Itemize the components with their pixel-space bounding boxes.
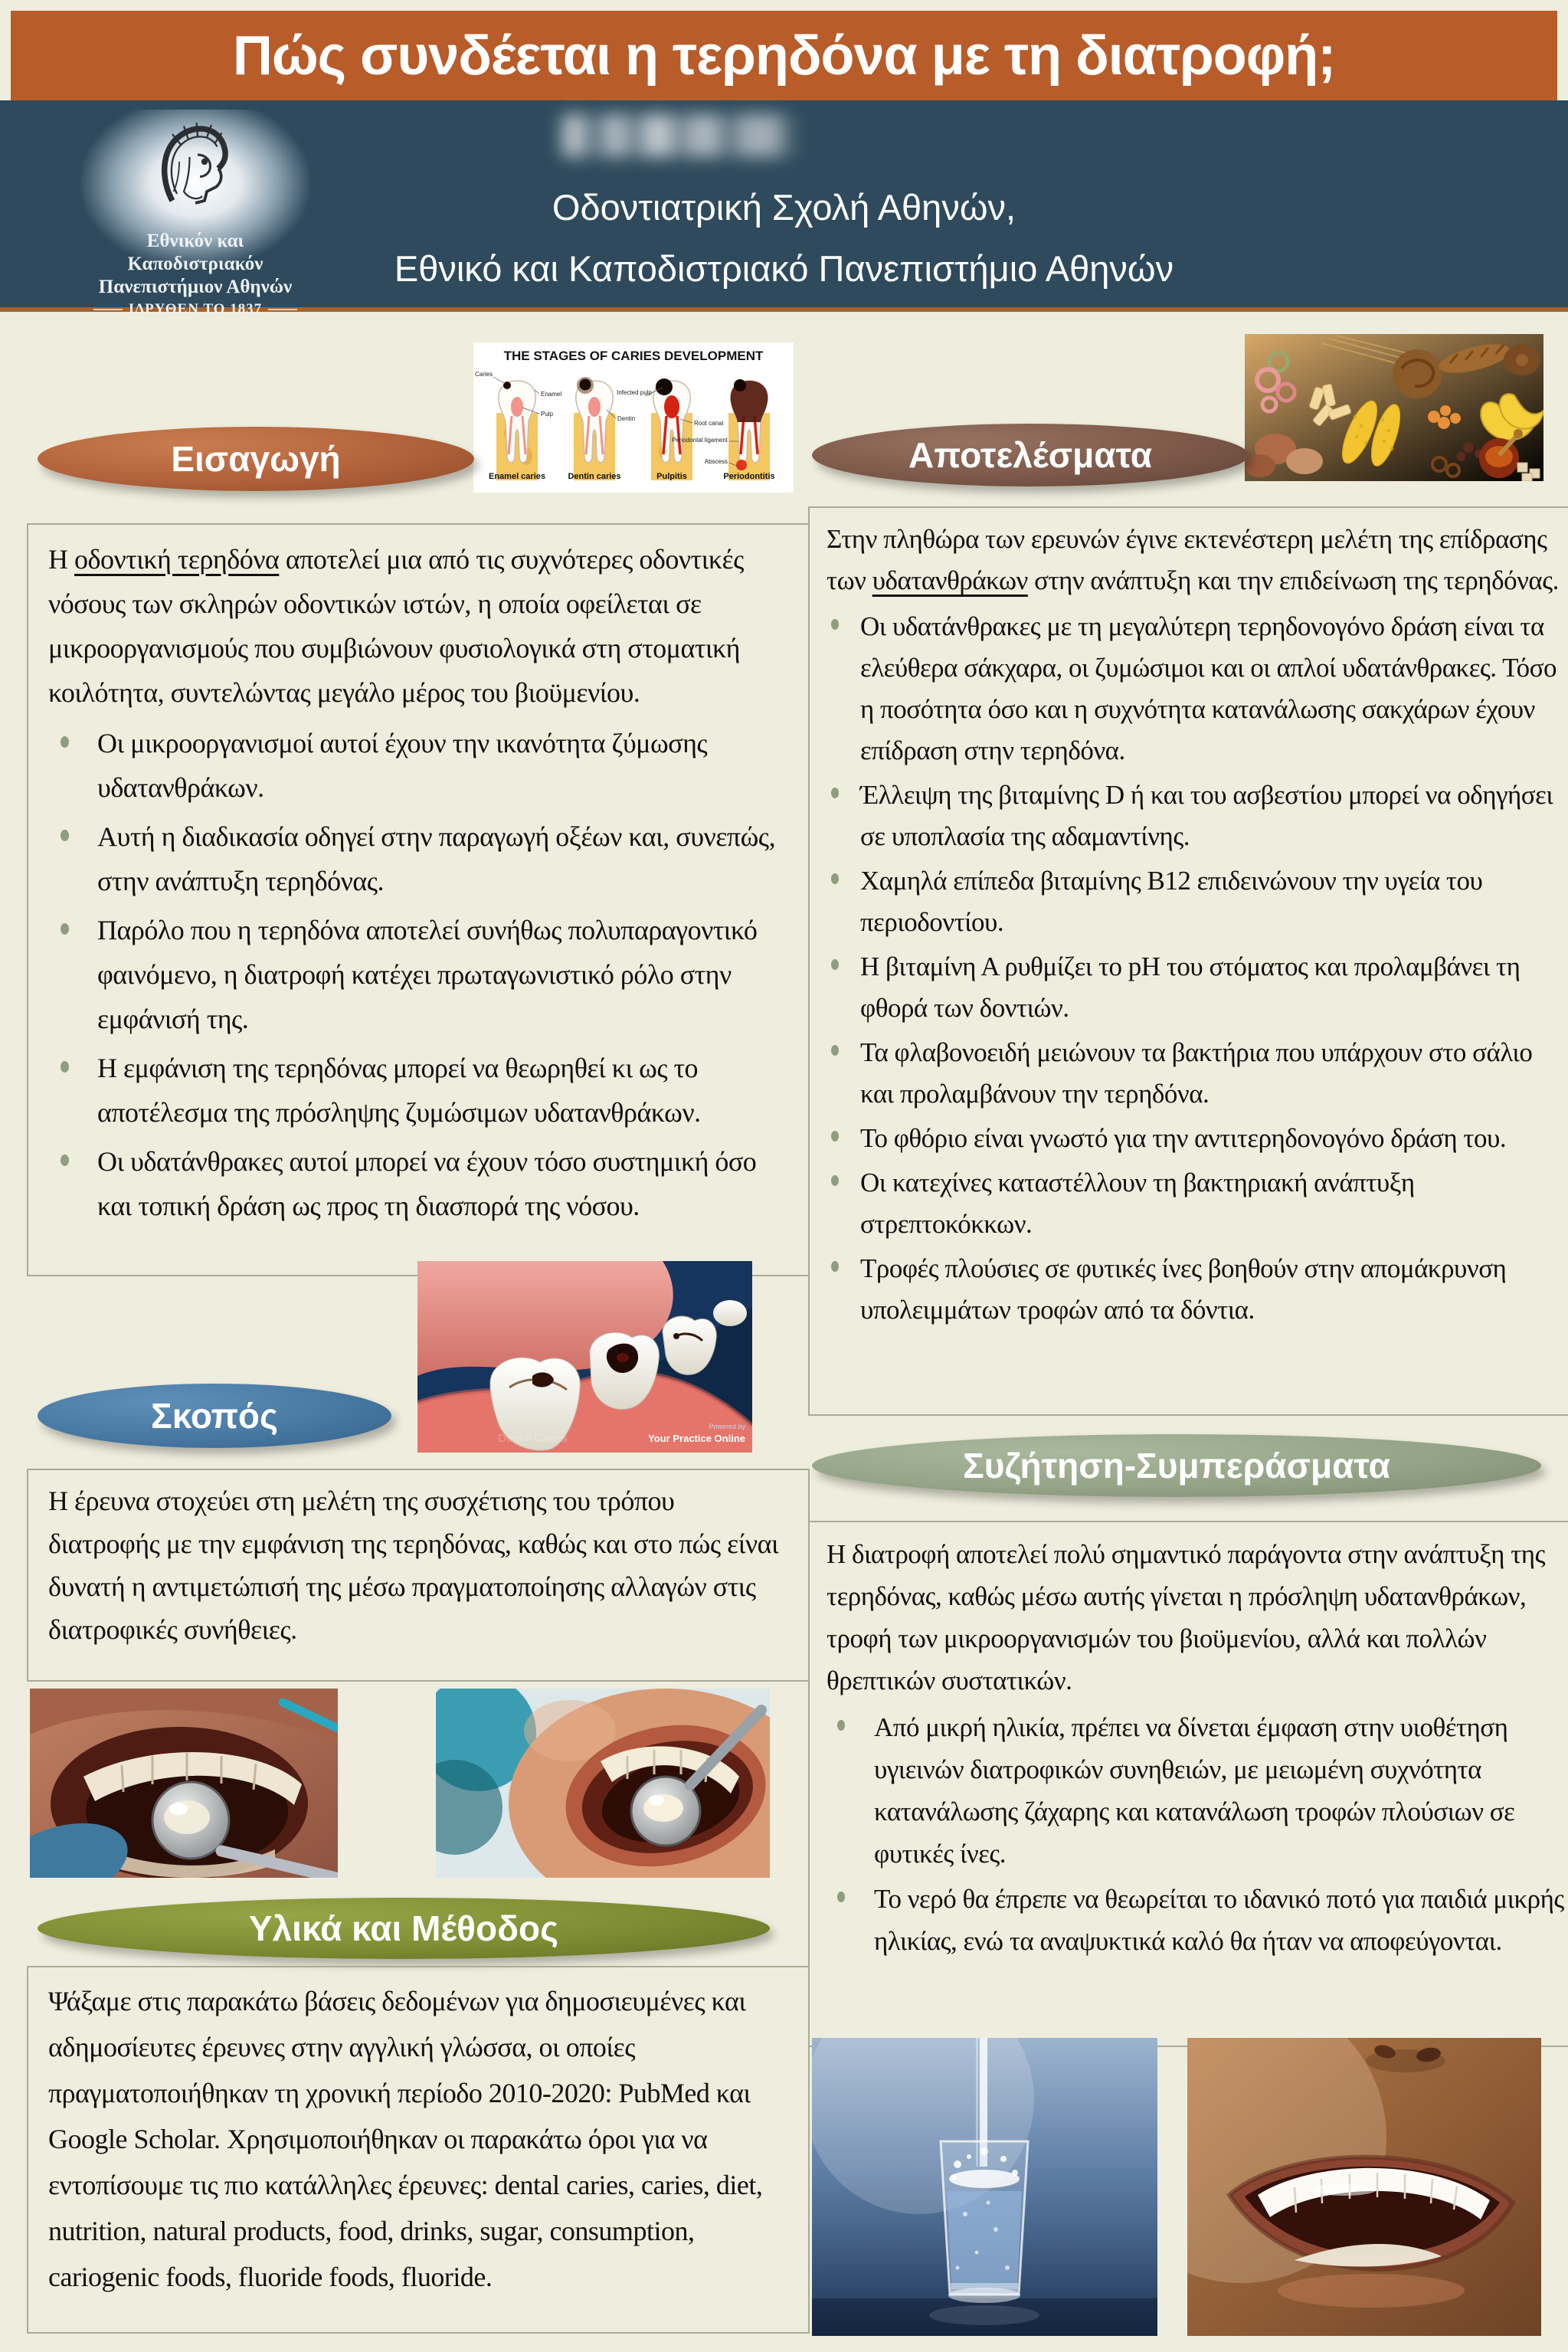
results-bullet-list	[827, 606, 1566, 1331]
caries-stages-diagram	[473, 342, 794, 493]
list-item: Η εμφάνιση της τερηδόνας μπορεί να θεωρηθεί κι ως το αποτέλεσμα της πρόσληψης ζυμώσιμων υδατανθράκων.	[48, 1046, 788, 1135]
section-header-intro	[38, 427, 474, 491]
purpose-text: Η έρευνα στοχεύει στη μελέτη της συσχέτισης του τρόπου διατροφής με την εμφάνιση της τερηδόνας, καθώς και στο πώς είναι δυνατή η αντιμετώπισή της μέσω πραγματοποίησης αλλαγών στις διατροφικές συνήθειες.	[48, 1486, 779, 1645]
intro-bullet-list	[48, 721, 788, 1228]
callout-root-canal: Root canal	[694, 420, 724, 427]
methods-text: Ψάξαμε στις παρακάτω βάσεις δεδομένων για δημοσιευμένες και αδημοσίευτες έρευνες στην αγγλική γλώσσα, οι οποίες πραγματοποιήθηκαν τη χρονική περίοδο 2010-2020: PubMed και Google Scholar. Χρησιμοποιήθηκαν οι παρακάτω όροι για να εντοπίσουμε τις πιο κατάλληλες έρευνες: dental caries, caries, diet, nutrition, natural products, food, drinks, sugar, consumption, cariogenic foods, fluoride foods, fluoride.	[48, 1986, 763, 2292]
poster-title: Πώς συνδέεται η τερηδόνα με τη διατροφή;	[232, 25, 1336, 87]
bullet-icon	[831, 1261, 839, 1272]
list-item: Αυτή η διαδικασία οδηγεί στην παραγωγή οξέων και, συνεπώς, στην ανάπτυξη τερηδόνας.	[48, 814, 788, 903]
founded-rule-right	[268, 309, 297, 310]
list-item: Έλλειψη της βιταμίνης D ή και του ασβεστίου μπορεί να οδηγήσει σε υποπλασία της αδαμαντίνης.	[827, 775, 1566, 857]
dental-exam-photo-1	[30, 1689, 338, 1878]
discussion-lead: Η διατροφή αποτελεί πολύ σημαντικό παράγοντα στην ανάπτυξη της τερηδόνας, καθώς μέσω αυτής γίνεται η πρόσληψη υδατανθράκων, τροφή των μικροοργανισμών του βιοϋμενίου, αλλά και πολλών θρεπτικών συστατικών.	[827, 1539, 1545, 1695]
results-underlined-term: υδατανθράκων	[872, 565, 1028, 595]
callout-enamel: Enamel	[541, 391, 562, 398]
dental-caries-3d-image	[417, 1261, 752, 1453]
author-name-redacted	[561, 114, 796, 157]
bullet-icon	[831, 1045, 839, 1056]
dental-exam-photo-2	[436, 1689, 770, 1878]
image-credit-line-2: Your Practice Online	[648, 1433, 745, 1444]
header-band	[0, 100, 1568, 317]
callout-infected-pulp: Infected pulp	[617, 389, 652, 396]
methods-text-box	[27, 1966, 810, 2334]
logo-founded-row	[80, 301, 310, 318]
diagram-title: THE STAGES OF CARIES DEVELOPMENT	[503, 349, 764, 363]
bullet-icon	[831, 959, 839, 970]
list-item: Τροφές πλούσιες σε φυτικές ίνες βοηθούν στην απομάκρυνση υπολειμμάτων τροφών από τα δόντια.	[827, 1248, 1566, 1331]
callout-caries: Caries	[475, 371, 493, 378]
intro-text-box	[27, 523, 810, 1276]
logo-name-line-1: Εθνικόν και Καποδιστριακόν	[127, 231, 264, 274]
logo-name-line-2: Πανεπιστήμιον Αθηνών	[98, 277, 293, 297]
section-title-methods: Υλικά και Μέθοδος	[248, 1908, 559, 1948]
image-credit-line-1: Powered by	[709, 1423, 745, 1430]
founded-rule-left	[93, 309, 123, 310]
bullet-icon	[837, 1720, 845, 1731]
section-title-results: Αποτελέσματα	[908, 435, 1153, 475]
list-item: Τα φλαβονοειδή μειώνουν τα βακτήρια που υπάρχουν στο σάλιο και προλαμβάνουν την τερηδόνα.	[827, 1032, 1566, 1115]
bullet-icon	[61, 736, 69, 748]
smile-image	[1187, 2038, 1541, 2336]
bullet-icon	[831, 1175, 839, 1186]
list-item: Το φθόριο είναι γνωστό για την αντιτερηδονογόνο δράση του.	[827, 1118, 1566, 1159]
discussion-text-box	[808, 1521, 1568, 2047]
list-item: Χαμηλά επίπεδα βιταμίνης Β12 επιδεινώνουν την υγεία του περιοδοντίου.	[827, 860, 1566, 943]
results-lead: Στην πληθώρα των ερευνών έγινε εκτενέστερη μελέτη της επίδρασης των υδατανθράκων στην ανάπτυξη και την επιδείνωση της τερηδόνας.	[827, 524, 1559, 595]
results-text-box	[808, 506, 1568, 1416]
list-item: Το νερό θα έπρεπε να θεωρείται το ιδανικό ποτό για παιδιά μικρής ηλικίας, ενώ τα αναψυκτικά καλό θα ήταν να αποφεύγονται.	[827, 1878, 1566, 1962]
bullet-icon	[61, 923, 69, 935]
list-item: Οι υδατάνθρακες με τη μεγαλύτερη τερηδονογόνο δράση είναι τα ελεύθερα σάκχαρα, οι ζυμώσιμοι και οι απλοί υδατάνθρακες. Τόσο η ποσότητα όσο και η συχνότητα κατανάλωσης σακχάρων έχουν επίδραση στην τερηδόνα.	[827, 606, 1566, 771]
bullet-icon	[831, 873, 839, 884]
logo-founded-year: ΙΔΡΥΘΕΝ ΤΟ 1837	[128, 301, 263, 317]
list-item: Οι μικροοργανισμοί αυτοί έχουν την ικανότητα ζύμωσης υδατανθράκων.	[48, 721, 788, 810]
section-title-intro: Εισαγωγή	[171, 439, 341, 479]
section-header-purpose	[38, 1384, 391, 1448]
intro-underlined-term: οδοντική τερηδόνα	[74, 544, 280, 575]
discussion-bullet-list	[827, 1706, 1566, 1962]
stage-label-3: Pulpitis	[656, 472, 687, 480]
title-bar	[11, 11, 1557, 100]
school-line-2: Εθνικό και Καποδιστριακό Πανεπιστήμιο Αθηνών	[394, 248, 1174, 289]
bullet-icon	[831, 1131, 839, 1142]
stage-label-4: Periodontitis	[723, 472, 775, 480]
list-item: Παρόλο που η τερηδόνα αποτελεί συνήθως πολυπαραγοντικό φαινόμενο, η διατροφή κατέχει πρωταγωνιστικό ρόλο στην εμφάνισή της.	[48, 908, 788, 1041]
section-header-methods	[38, 1898, 770, 1959]
section-header-discussion	[812, 1434, 1541, 1497]
stage-label-2: Dentin caries	[568, 472, 621, 480]
callout-periodontal-ligament: Periodontal ligament	[672, 437, 728, 444]
callout-pulp: Pulp	[541, 411, 554, 418]
bullet-icon	[61, 830, 69, 841]
section-title-purpose: Σκοπός	[151, 1396, 278, 1436]
bullet-icon	[61, 1155, 69, 1166]
purpose-text-box	[27, 1469, 810, 1682]
bullet-icon	[61, 1061, 69, 1073]
image-watermark: Dental Caries	[498, 1432, 568, 1445]
water-glass-image	[812, 2038, 1157, 2336]
bullet-icon	[837, 1892, 845, 1902]
bullet-icon	[831, 619, 839, 630]
list-item: Η βιταμίνη Α ρυθμίζει το pH του στόματος και προλαμβάνει τη φθορά των δοντιών.	[827, 946, 1566, 1029]
intro-lead: Η οδοντική τερηδόνα αποτελεί μια από τις συχνότερες οδοντικές νόσους των σκληρών οδοντικών ιστών, η οποία οφείλεται σε μικροοργανισμούς που συμβιώνουν φυσιολογικά στη στοματική κοιλότητα, συντελώντας μεγάλο μέρος του βιοϋμενίου.	[48, 544, 744, 708]
callout-dentin: Dentin	[617, 415, 636, 422]
bullet-icon	[831, 788, 839, 798]
section-title-discussion: Συζήτηση-Συμπεράσματα	[963, 1446, 1390, 1486]
list-item: Οι κατεχίνες καταστέλλουν τη βακτηριακή ανάπτυξη στρεπτοκόκκων.	[827, 1162, 1566, 1245]
callout-abscess: Abscess	[704, 458, 728, 465]
stage-label-1: Enamel caries	[489, 472, 545, 480]
caries-stages-art	[473, 365, 794, 480]
section-header-results	[812, 424, 1249, 486]
list-item: Από μικρή ηλικία, πρέπει να δίνεται έμφαση στην υιοθέτηση υγιεινών διατροφικών συνηθειών, με μειωμένη συχνότητα κατανάλωσης ζάχαρης και κατανάλωση τροφών πλούσιων σε φυτικές ίνες.	[827, 1706, 1566, 1875]
list-item: Οι υδατάνθρακες αυτοί μπορεί να έχουν τόσο συστημική όσο και τοπική δράση ως προς τη διασπορά της νόσου.	[48, 1139, 788, 1228]
carbohydrate-foods-image	[1245, 334, 1543, 481]
school-line-1: Οδοντιατρική Σχολή Αθηνών,	[552, 187, 1016, 228]
